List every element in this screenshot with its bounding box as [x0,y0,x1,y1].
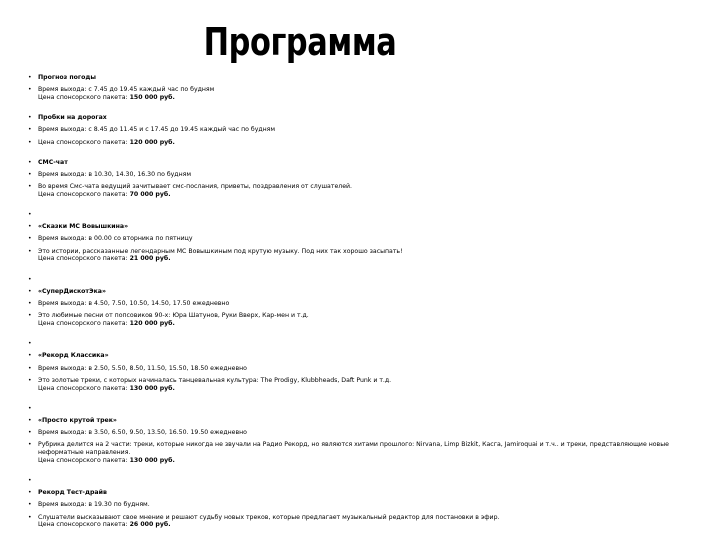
program-title: «Сказки МС Вовышкина» [38,223,129,231]
sponsor-price [38,255,698,263]
list-spacer [38,397,698,405]
price-label: Цена спонсорского пакета: [38,521,130,529]
item-line: • Время выхода: в 19.30 по будням. [38,501,150,509]
program-list [30,74,698,534]
price-value: 130 000 руб. [129,384,175,392]
program-title: Рекорд Тест-драйв [38,489,107,497]
price-value: 120 000 руб. [129,320,175,327]
item-line: • Во время Смс-чата ведущий зачитывает смс-послания, приветы, поздравления от слушателей. [38,183,353,191]
list-item [38,365,698,373]
program-heading [38,74,698,82]
item-line: • Время выхода: с 8.45 до 11.45 и с 17.45 до 19.45 каждый час по будням [38,126,276,134]
price-value: 130 000 руб. [129,456,175,464]
item-line: • Время выхода: в 10.30, 14.30, 16.30 по будням [38,170,192,178]
program-title: СМС-чат [38,158,68,166]
sponsor-price [38,94,698,102]
list-spacer [38,469,698,477]
program-title: «СуперДискотЭка» [38,287,106,295]
list-item [38,171,698,179]
sponsor-price [38,139,698,147]
price-value: 21 000 руб. [129,255,171,263]
item-line: • Время выхода: в 4.50, 7.50, 10.50, 14.50, 17.50 ежедневно [38,300,230,308]
program-heading [38,159,698,167]
list-spacer [38,332,698,340]
list-item [38,429,698,437]
item-line: • Слушатели высказывают свое мнение и решают судьбу новых треков, которые предлагает музыкальный редактор для постановки в эфир. [38,513,500,521]
program-heading [38,489,698,497]
empty-bullet [38,211,698,219]
sponsor-price [38,521,698,529]
page-title: Программа [203,20,397,64]
item-line: • Время выхода: в 2.50, 5.50, 8.50, 11.50, 15.50, 18.50 ежедневно [38,364,247,372]
program-heading [38,114,698,122]
empty-bullet [38,477,698,485]
item-line: • Время выхода: с 7.45 до 19.45 каждый час по будням [38,86,215,94]
program-heading [38,417,698,425]
item-line: • Это золотые треки, с которых начиналась танцевальная культура: The Prodigy, Klubbheads, Daft Punk и т.д. [38,376,392,384]
item-line: • Время выхода: в 3.50, 6.50, 9.50, 13.50, 16.50. 19.50 ежедневно [38,429,247,437]
program-heading [38,288,698,296]
list-spacer [38,268,698,276]
price-value: 70 000 руб. [129,190,171,198]
program-heading [38,352,698,360]
program-title: «Рекорд Классика» [38,352,109,360]
list-item [38,514,698,530]
empty-bullet [38,340,698,348]
list-spacer [38,151,698,159]
list-item [38,86,698,102]
price-label: Цена спонсорского пакета: [38,138,130,146]
list-item [38,312,698,328]
price-label: Цена спонсорского пакета: [38,320,130,327]
price-label: Цена спонсорского пакета: [38,190,130,198]
list-item [38,248,698,264]
item-line: • Рубрика делится на 2 части: треки, которые никогда не звучали на Радио Рекорд, но являются хитами прошлого: Nirvana, Limp Bizkit, Касга, Jamiroquai и т.ч.. и треки, представляющие новые неформатные направления. [38,441,669,457]
sponsor-price [38,320,698,328]
empty-bullet [38,276,698,284]
program-title: Пробки на дорогах [38,114,107,122]
list-item [38,126,698,134]
program-title: «Просто крутой трек» [38,416,117,424]
list-spacer [38,203,698,211]
item-line: • Это истории, рассказанные легендарным МС Вовышкиным под крутую музыку. Под них так хорошо засыпать! [38,247,403,255]
price-value: 26 000 руб. [129,521,171,529]
price-label: Цена спонсорского пакета: [38,255,130,263]
item-line: • Время выхода: в 00.00 со вторника по пятницу [38,235,193,243]
sponsor-price [38,385,698,393]
price-label: Цена спонсорского пакета: [38,456,130,464]
list-item [38,235,698,243]
list-item [38,139,698,147]
list-item [38,300,698,308]
program-heading [38,223,698,231]
list-item [38,183,698,199]
price-value: 120 000 руб. [129,138,175,146]
item-line: • Это любимые песни от попсовиков 90-х: Юра Шатунов, Руки Вверх, Кар-мен и т.д. [38,312,309,320]
price-label: Цена спонсорского пакета: [38,384,130,392]
list-item [38,441,698,464]
price-label: Цена спонсорского пакета: [38,93,130,101]
program-title: Прогноз погоды [38,74,96,81]
list-spacer [38,106,698,114]
empty-bullet [38,405,698,413]
price-value: 150 000 руб. [129,93,175,101]
list-item [38,377,698,393]
list-item [38,501,698,509]
sponsor-price [38,457,698,465]
sponsor-price [38,191,698,199]
